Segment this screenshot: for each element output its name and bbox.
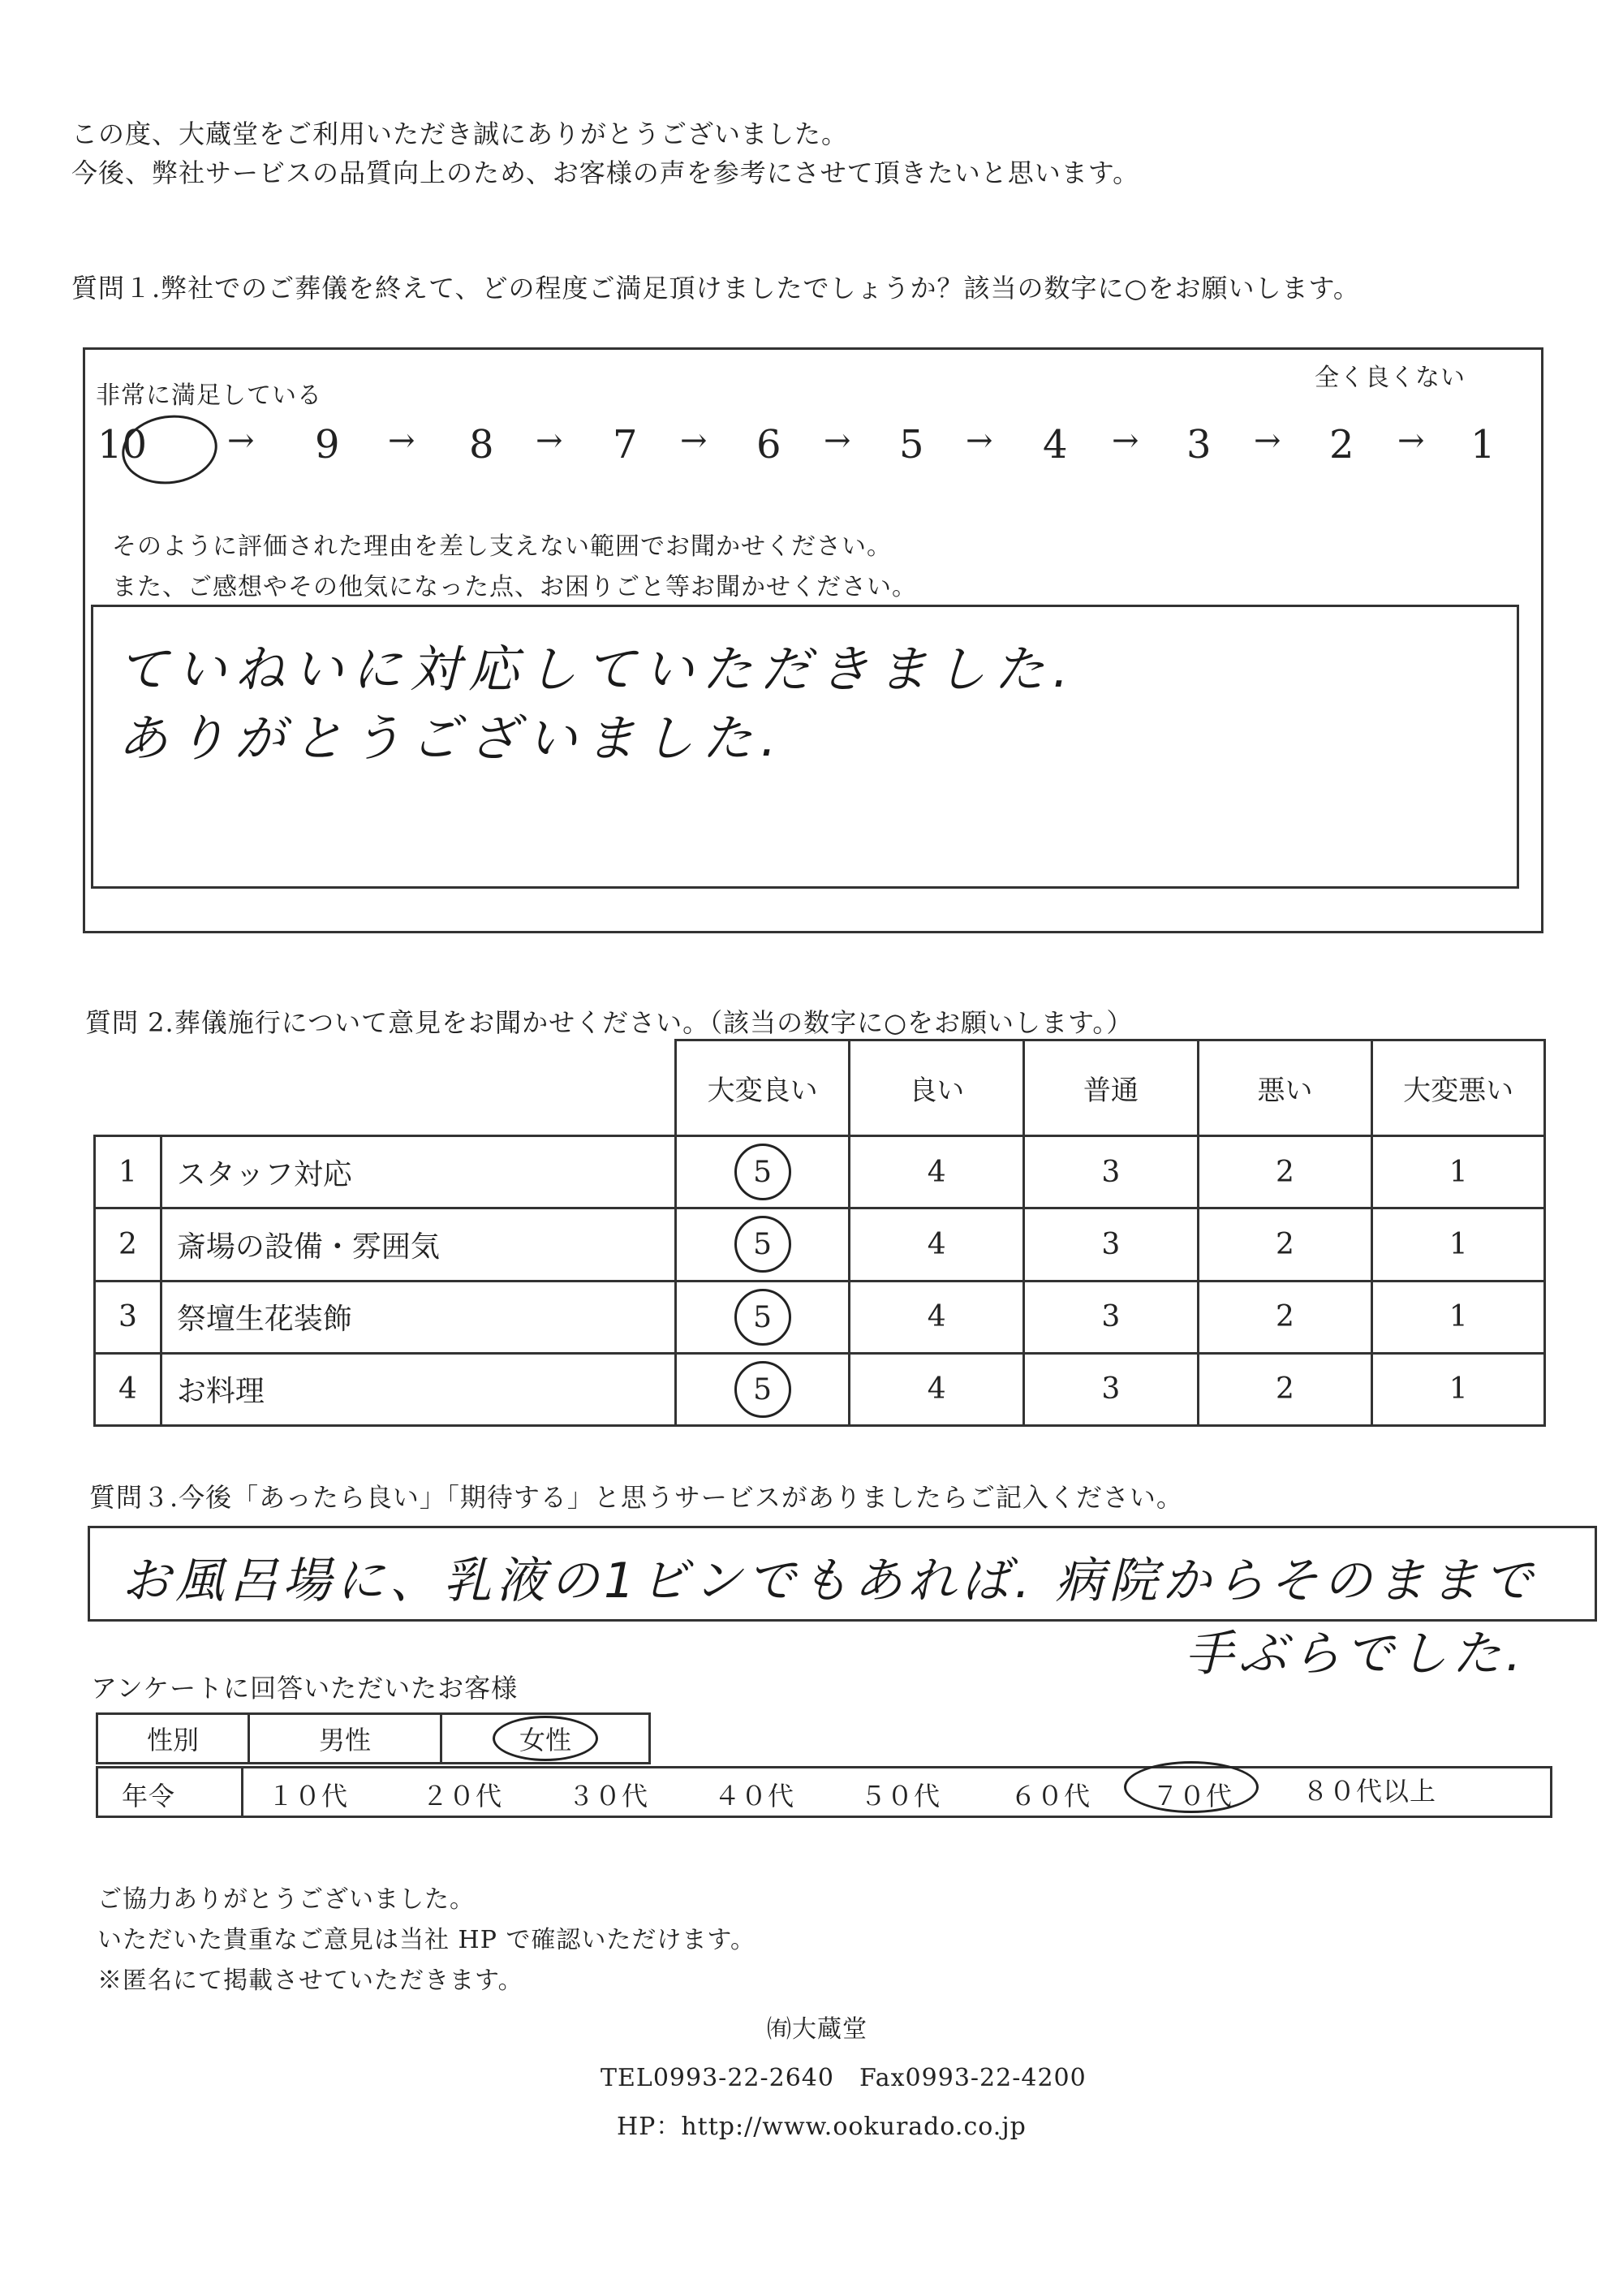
score-option[interactable]: 4	[850, 1281, 1024, 1353]
age-option[interactable]: ８０代以上	[1302, 1776, 1437, 1807]
score-option[interactable]: 2	[1198, 1136, 1372, 1208]
score-option[interactable]: 4	[850, 1353, 1024, 1425]
score-option[interactable]: 3	[1024, 1136, 1199, 1208]
respondent-table	[96, 1712, 670, 1764]
table-row	[95, 1353, 1545, 1425]
score-option[interactable]: 4	[850, 1208, 1024, 1281]
selection-circle	[1124, 1761, 1259, 1813]
intro-line-2: 今後、弊社サービスの品質向上のため、お客様の声を参考にさせて頂きたいと思います。	[71, 157, 1140, 188]
q1-high-label: 非常に満足している	[96, 381, 322, 410]
age-option[interactable]: ３０代	[568, 1781, 649, 1811]
q1-low-label: 全く良くない	[1315, 364, 1466, 392]
scale-arrow: →	[388, 422, 415, 459]
footer-note-1: いただいた貴重なご意見は当社 HP で確認いただけます。	[97, 1926, 756, 1954]
column-header: 大変良い	[675, 1040, 850, 1136]
q3-answer-line-1: お風呂場に、乳液の1ビンでもあれば. 病院からそのままで	[122, 1553, 1538, 1609]
age-option[interactable]: ４０代	[714, 1781, 795, 1811]
score-option[interactable]: 1	[1372, 1353, 1545, 1425]
scale-option[interactable]: 10	[97, 422, 148, 467]
scale-option[interactable]: 3	[1186, 422, 1212, 467]
age-option[interactable]: １０代	[268, 1781, 349, 1811]
score-option-selected[interactable]: 5	[734, 1144, 791, 1200]
scale-option[interactable]: 7	[613, 422, 638, 467]
table-header-row	[95, 1040, 1545, 1136]
score-option[interactable]: 3	[1024, 1353, 1199, 1425]
q2-title: 質問 2.葬儀施行について意見をお聞かせください。（該当の数字に○をお願いします。）	[85, 1007, 1134, 1038]
footer-thanks: ご協力ありがとうございました。	[97, 1885, 475, 1914]
score-option[interactable]: 1	[1372, 1136, 1545, 1208]
age-option-selected[interactable]: ７０代	[1152, 1781, 1233, 1811]
table-row	[95, 1208, 1545, 1281]
scale-option[interactable]: 9	[315, 422, 340, 467]
respondent-heading: アンケートに回答いただいたお客様	[91, 1673, 519, 1704]
row-label: スタッフ対応	[161, 1136, 675, 1208]
score-option[interactable]: 1	[1372, 1208, 1545, 1281]
gender-label: 性別	[97, 1714, 249, 1764]
score-option[interactable]: 2	[1198, 1353, 1372, 1425]
row-label: 祭壇生花装飾	[161, 1281, 675, 1353]
scale-arrow: →	[680, 422, 708, 459]
column-header: 普通	[1024, 1040, 1199, 1136]
age-option[interactable]: ２０代	[422, 1781, 503, 1811]
scale-arrow: →	[824, 422, 851, 459]
score-option[interactable]: 2	[1198, 1208, 1372, 1281]
footer-note-2: ※匿名にて掲載させていただきます。	[97, 1966, 523, 1995]
column-header: 良い	[850, 1040, 1024, 1136]
score-option[interactable]: 3	[1024, 1281, 1199, 1353]
table-row	[95, 1136, 1545, 1208]
company-name: ㈲大蔵堂	[767, 2015, 867, 2044]
row-number: 3	[95, 1281, 161, 1353]
score-option-selected[interactable]: 5	[734, 1289, 791, 1346]
score-option[interactable]: 2	[1198, 1281, 1372, 1353]
scale-option[interactable]: 6	[756, 422, 781, 467]
q1-prompt-2: また、ご感想やその他気になった点、お困りごと等お聞かせください。	[112, 573, 917, 601]
age-option[interactable]: ６０代	[1010, 1781, 1091, 1811]
company-website-link[interactable]: HP：http://www.ookurado.co.jp	[617, 2113, 1027, 2141]
row-number: 4	[95, 1353, 161, 1425]
row-number: 2	[95, 1208, 161, 1281]
company-contact: TEL0993-22-2640 Fax0993-22-4200	[601, 2064, 1087, 2092]
score-option[interactable]: 4	[850, 1136, 1024, 1208]
scale-option[interactable]: 8	[469, 422, 494, 467]
gender-row	[97, 1714, 671, 1764]
age-label: 年令	[122, 1781, 176, 1811]
scale-option[interactable]: 5	[899, 422, 924, 467]
row-label: お料理	[161, 1353, 675, 1425]
scale-option[interactable]: 1	[1470, 422, 1496, 467]
scale-arrow: →	[1254, 422, 1281, 459]
q1-answer-line-1: ていねいに対応していただきました.	[118, 640, 1077, 699]
q1-answer-line-2: ありがとうございました.	[118, 709, 785, 768]
age-option[interactable]: ５０代	[860, 1781, 941, 1811]
q2-rating-table	[93, 1039, 1546, 1427]
scale-option[interactable]: 4	[1043, 422, 1068, 467]
scale-arrow: →	[227, 422, 255, 459]
score-option[interactable]: 3	[1024, 1208, 1199, 1281]
scale-arrow: →	[966, 422, 993, 459]
q3-title: 質問３.今後「あったら良い」「期待する」と思うサービスがありましたらご記入ください。	[89, 1482, 1183, 1513]
gender-option[interactable]: 男性	[249, 1714, 441, 1764]
score-option-selected[interactable]: 5	[734, 1216, 791, 1273]
score-option-selected[interactable]: 5	[734, 1361, 791, 1418]
score-option[interactable]: 1	[1372, 1281, 1545, 1353]
q1-title: 質問１.弊社でのご葬儀を終えて、どの程度ご満足頂けましたでしょうか？該当の数字に○をお願いします。	[71, 273, 1360, 304]
scale-arrow: →	[1112, 422, 1139, 459]
column-header: 大変悪い	[1372, 1040, 1545, 1136]
q1-prompt-1: そのように評価された理由を差し支えない範囲でお聞かせください。	[112, 532, 892, 561]
gender-option-selected[interactable]: 女性	[493, 1716, 598, 1761]
q3-answer-line-2: 手ぶらでした.	[1185, 1626, 1526, 1682]
row-number: 1	[95, 1136, 161, 1208]
scale-arrow: →	[1397, 422, 1425, 459]
table-row	[95, 1281, 1545, 1353]
scale-option[interactable]: 2	[1329, 422, 1354, 467]
column-header: 悪い	[1198, 1040, 1372, 1136]
intro-line-1: この度、大蔵堂をご利用いただき誠にありがとうございました。	[71, 118, 849, 149]
row-label: 斎場の設備・雰囲気	[161, 1208, 675, 1281]
scale-arrow: →	[536, 422, 563, 459]
